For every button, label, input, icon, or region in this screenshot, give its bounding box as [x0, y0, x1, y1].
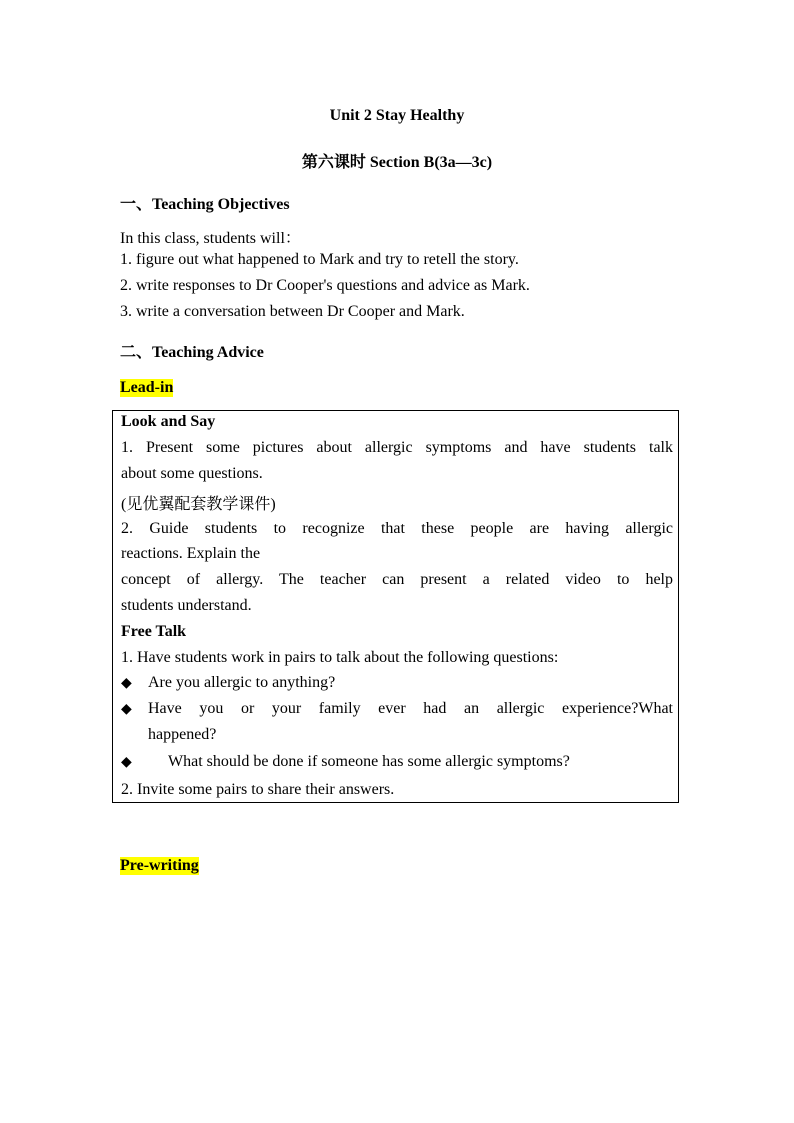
objective-item: 1. figure out what happened to Mark and try to retell the story.: [120, 251, 519, 268]
look-and-say-text: 1. Present some pictures about allergic symptoms and have students talk: [121, 439, 673, 456]
look-and-say-text: about some questions.: [121, 465, 263, 482]
question-text: happened?: [148, 726, 217, 743]
bullet-diamond-icon: ◆: [121, 701, 132, 717]
free-talk-heading: Free Talk: [121, 623, 187, 640]
pre-writing-label: Pre-writing: [120, 857, 199, 874]
page-subtitle: 第六课时 Section B(3a—3c): [301, 154, 493, 171]
look-and-say-text: students understand.: [121, 597, 252, 614]
question-text: Have you or your family ever had an allergic experience?What: [148, 700, 673, 717]
question-text: What should be done if someone has some allergic symptoms?: [168, 753, 570, 770]
look-and-say-text: reactions. Explain the: [121, 545, 261, 562]
look-and-say-text: concept of allergy. The teacher can present a related video to help: [121, 571, 673, 588]
question-text: Are you allergic to anything?: [148, 674, 336, 691]
lead-in-label: Lead-in: [120, 379, 174, 396]
courseware-note: (见优翼配套教学课件): [121, 496, 276, 513]
free-talk-intro: 1. Have students work in pairs to talk about the following questions:: [121, 649, 559, 666]
page-title: Unit 2 Stay Healthy: [329, 107, 465, 124]
section1-heading: 一、Teaching Objectives: [120, 196, 290, 213]
look-and-say-heading: Look and Say: [121, 413, 216, 430]
section1-intro: In this class, students will：: [120, 230, 301, 247]
free-talk-closing: 2. Invite some pairs to share their answers.: [121, 781, 395, 798]
section2-heading: 二、Teaching Advice: [120, 344, 264, 361]
objective-item: 2. write responses to Dr Cooper's questions and advice as Mark.: [120, 277, 530, 294]
bullet-diamond-icon: ◆: [121, 754, 132, 770]
look-and-say-text: 2. Guide students to recognize that these people are having allergic: [121, 520, 673, 537]
objective-item: 3. write a conversation between Dr Cooper and Mark.: [120, 303, 465, 320]
lead-in-box: [112, 410, 679, 803]
bullet-diamond-icon: ◆: [121, 675, 132, 691]
